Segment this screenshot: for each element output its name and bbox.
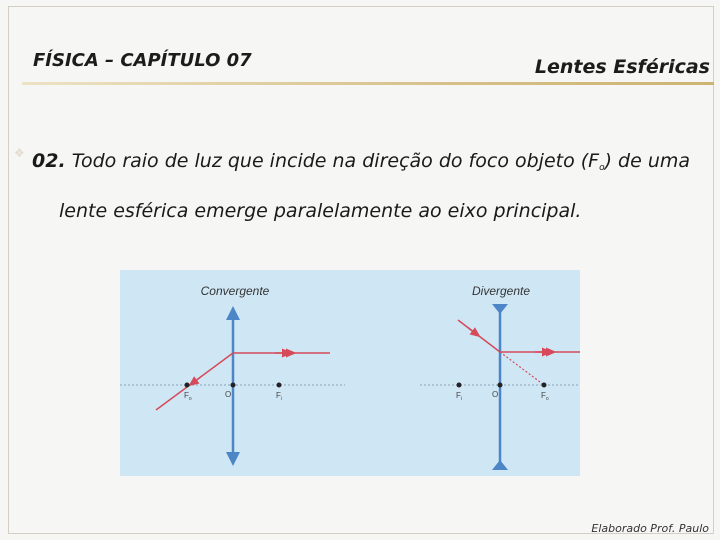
footer-credit: Elaborado Prof. Paulo (591, 522, 709, 535)
divergent-focus-image-label: $F_i$ (456, 391, 463, 402)
convergent-center-label: O (225, 390, 232, 399)
convergent-center-point (231, 383, 236, 388)
chapter-title: FÍSICA – CAPÍTULO 07 (33, 50, 252, 71)
divergent-center-point (498, 383, 503, 388)
header-divider (22, 82, 714, 85)
question-text-part1: Todo raio de luz que incide na direção do foco objeto (F (71, 150, 600, 172)
lens-diagram (120, 270, 580, 476)
topic-title: Lentes Esféricas (534, 56, 710, 78)
lens-diagram-panel (120, 270, 580, 476)
convergent-focus-image-label: $F_i$ (276, 391, 283, 402)
convergent-focus-object-point (185, 383, 190, 388)
divergent-focus-object-label: $F_o$ (541, 391, 549, 402)
question-number: 02. (32, 150, 66, 172)
divergent-extension-to-focus (500, 352, 544, 385)
divergent-title: Divergente (471, 284, 531, 298)
divergent-incident-arrow (468, 328, 477, 335)
convergent-focus-object-label: $F_o$ (184, 391, 192, 402)
divergent-focus-object-point (542, 383, 547, 388)
convergent-focus-image-point (277, 383, 282, 388)
question-text-line2: lente esférica emerge paralelamente ao eixo principal. (59, 200, 582, 222)
question-subscript: o (599, 163, 605, 173)
bullet-icon: ❖ (14, 146, 25, 160)
convergent-incident-arrow (192, 378, 200, 384)
divergent-incident-ray (458, 320, 500, 352)
question-text-part2: ) de uma (604, 150, 691, 172)
divergent-center-label: O (492, 390, 499, 399)
question-paragraph (32, 140, 704, 233)
convergent-title: Convergente (200, 284, 270, 298)
divergent-focus-image-point (457, 383, 462, 388)
